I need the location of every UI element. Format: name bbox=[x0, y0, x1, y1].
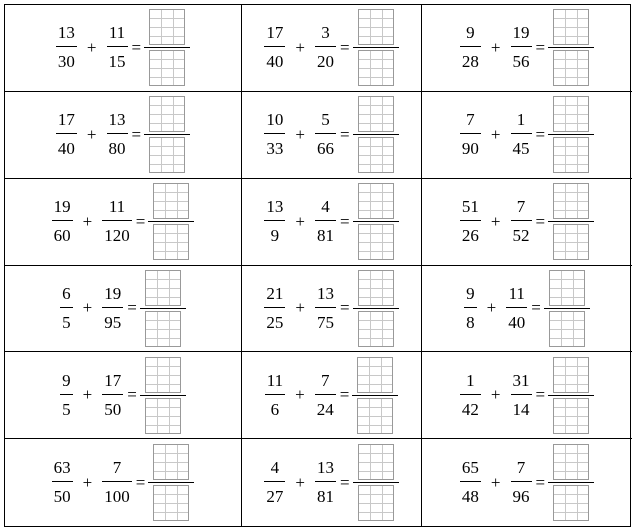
fraction bbox=[107, 110, 128, 159]
fraction-bar bbox=[144, 134, 190, 135]
numerator: 13 bbox=[108, 110, 126, 130]
equals-sign: = bbox=[135, 472, 146, 492]
denominator-answer-box[interactable] bbox=[145, 311, 181, 347]
fraction bbox=[511, 371, 532, 420]
denominator: 52 bbox=[512, 226, 530, 246]
fraction bbox=[464, 284, 477, 333]
plus-sign: + bbox=[82, 472, 93, 492]
denominator: 100 bbox=[104, 487, 130, 507]
fraction-bar bbox=[511, 394, 532, 395]
numerator: 17 bbox=[57, 110, 75, 130]
fraction-bar bbox=[140, 308, 186, 309]
fraction bbox=[264, 23, 285, 72]
denominator: 60 bbox=[53, 226, 71, 246]
fraction bbox=[315, 458, 336, 507]
equals-sign: = bbox=[340, 124, 350, 144]
fraction-bar bbox=[460, 46, 481, 47]
fraction-bar bbox=[148, 221, 194, 222]
fraction bbox=[460, 197, 481, 246]
numerator: 19 bbox=[104, 283, 122, 303]
denominator: 14 bbox=[512, 399, 530, 419]
plus-sign: + bbox=[490, 472, 501, 492]
problem-cell bbox=[422, 179, 632, 266]
numerator-answer-box[interactable] bbox=[358, 444, 394, 480]
numerator: 11 bbox=[108, 197, 126, 217]
denominator: 6 bbox=[270, 399, 280, 419]
equals-sign: = bbox=[131, 124, 142, 144]
denominator-answer-box[interactable] bbox=[153, 485, 189, 521]
denominator: 40 bbox=[266, 52, 284, 72]
answer-fraction bbox=[353, 183, 399, 260]
fraction-bar bbox=[353, 47, 399, 48]
answer-fraction bbox=[353, 96, 399, 173]
answer-fraction bbox=[140, 357, 186, 434]
numerator-answer-box[interactable] bbox=[145, 270, 181, 306]
numerator: 1 bbox=[516, 110, 526, 130]
numerator: 17 bbox=[104, 370, 122, 390]
denominator: 81 bbox=[317, 226, 334, 246]
equals-sign: = bbox=[339, 385, 350, 405]
numerator-answer-box[interactable] bbox=[553, 183, 589, 219]
fraction-bar bbox=[52, 220, 73, 221]
equals-sign: = bbox=[535, 211, 546, 231]
fraction-bar bbox=[264, 307, 285, 308]
answer-fraction bbox=[352, 357, 398, 434]
fraction bbox=[102, 371, 123, 420]
numerator: 13 bbox=[266, 197, 284, 217]
denominator-answer-box[interactable] bbox=[553, 50, 589, 86]
fraction-bar bbox=[548, 482, 594, 483]
fraction-bar bbox=[511, 46, 532, 47]
fraction bbox=[511, 110, 532, 159]
numerator-answer-box[interactable] bbox=[357, 357, 393, 393]
fraction bbox=[511, 197, 532, 246]
denominator: 40 bbox=[57, 139, 75, 159]
fraction bbox=[460, 110, 481, 159]
denominator: 90 bbox=[461, 139, 479, 159]
fraction-bar bbox=[264, 46, 285, 47]
numerator: 5 bbox=[321, 110, 330, 130]
numerator-answer-box[interactable] bbox=[358, 9, 394, 45]
answer-fraction bbox=[353, 444, 399, 521]
fraction-bar bbox=[353, 308, 399, 309]
numerator-answer-box[interactable] bbox=[153, 444, 189, 480]
fraction-bar bbox=[315, 307, 336, 308]
plus-sign: + bbox=[490, 124, 501, 144]
fraction-bar bbox=[52, 481, 73, 482]
numerator: 17 bbox=[266, 23, 284, 43]
fraction-bar bbox=[56, 46, 77, 47]
numerator: 9 bbox=[466, 23, 475, 43]
fraction bbox=[460, 458, 481, 507]
fraction-bar bbox=[102, 394, 123, 395]
numerator: 65 bbox=[461, 458, 479, 478]
fraction bbox=[264, 110, 285, 159]
problem-cell bbox=[5, 266, 242, 353]
denominator: 30 bbox=[57, 52, 75, 72]
denominator: 24 bbox=[316, 399, 334, 419]
denominator: 50 bbox=[104, 399, 122, 419]
denominator: 81 bbox=[317, 487, 334, 507]
plus-sign: + bbox=[295, 211, 305, 231]
equals-sign: = bbox=[135, 211, 146, 231]
equals-sign: = bbox=[131, 37, 142, 57]
fraction bbox=[511, 23, 532, 72]
problem-cell bbox=[242, 266, 422, 353]
plus-sign: + bbox=[82, 385, 93, 405]
denominator-answer-box[interactable] bbox=[149, 137, 185, 173]
denominator-answer-box[interactable] bbox=[553, 137, 589, 173]
denominator-answer-box[interactable] bbox=[549, 311, 585, 347]
fraction-bar bbox=[315, 394, 336, 395]
problem-cell bbox=[5, 179, 242, 266]
denominator: 27 bbox=[266, 487, 284, 507]
plus-sign: + bbox=[490, 37, 501, 57]
fraction-bar bbox=[148, 482, 194, 483]
worksheet-table bbox=[4, 4, 631, 527]
fraction-bar bbox=[544, 308, 590, 309]
fraction-bar bbox=[548, 47, 594, 48]
answer-fraction bbox=[144, 9, 190, 86]
fraction-bar bbox=[60, 394, 73, 395]
denominator: 40 bbox=[508, 312, 526, 332]
denominator-answer-box[interactable] bbox=[153, 224, 189, 260]
denominator-answer-box[interactable] bbox=[553, 224, 589, 260]
fraction-bar bbox=[264, 220, 285, 221]
fraction-bar bbox=[102, 220, 132, 221]
equals-sign: = bbox=[531, 298, 541, 318]
fraction bbox=[56, 23, 77, 72]
denominator: 42 bbox=[461, 399, 479, 419]
answer-fraction bbox=[548, 9, 594, 86]
denominator-answer-box[interactable] bbox=[358, 224, 394, 260]
denominator-answer-box[interactable] bbox=[358, 485, 394, 521]
numerator: 7 bbox=[516, 458, 526, 478]
fraction bbox=[264, 284, 285, 333]
denominator-answer-box[interactable] bbox=[358, 311, 394, 347]
fraction-bar bbox=[352, 395, 398, 396]
denominator: 50 bbox=[53, 487, 71, 507]
numerator: 4 bbox=[321, 197, 330, 217]
fraction bbox=[60, 371, 73, 420]
problem-cell bbox=[242, 5, 422, 92]
numerator-answer-box[interactable] bbox=[553, 9, 589, 45]
numerator-answer-box[interactable] bbox=[553, 357, 589, 393]
plus-sign: + bbox=[86, 124, 97, 144]
fraction-bar bbox=[464, 307, 477, 308]
denominator: 48 bbox=[461, 487, 479, 507]
answer-fraction bbox=[140, 270, 186, 347]
fraction bbox=[315, 110, 336, 159]
fraction-bar bbox=[264, 133, 285, 134]
denominator: 80 bbox=[108, 139, 126, 159]
equals-sign: = bbox=[535, 385, 546, 405]
numerator: 1 bbox=[466, 370, 475, 390]
numerator: 11 bbox=[508, 283, 525, 303]
fraction-bar bbox=[60, 307, 73, 308]
fraction-bar bbox=[511, 481, 532, 482]
numerator: 7 bbox=[320, 370, 330, 390]
answer-fraction bbox=[548, 357, 594, 434]
numerator-answer-box[interactable] bbox=[358, 183, 394, 219]
equals-sign: = bbox=[535, 472, 546, 492]
plus-sign: + bbox=[82, 298, 93, 318]
denominator: 45 bbox=[512, 139, 530, 159]
plus-sign: + bbox=[490, 211, 501, 231]
denominator: 25 bbox=[266, 312, 284, 332]
equals-sign: = bbox=[340, 211, 350, 231]
numerator-answer-box[interactable] bbox=[149, 9, 185, 45]
numerator: 7 bbox=[112, 458, 122, 478]
fraction bbox=[60, 284, 73, 333]
numerator-answer-box[interactable] bbox=[145, 357, 181, 393]
fraction-bar bbox=[315, 220, 336, 221]
problem-cell bbox=[5, 5, 242, 92]
denominator-answer-box[interactable] bbox=[357, 398, 393, 434]
fraction bbox=[511, 458, 532, 507]
numerator: 31 bbox=[512, 370, 530, 390]
denominator: 5 bbox=[62, 399, 71, 419]
equals-sign: = bbox=[535, 124, 546, 144]
fraction-bar bbox=[102, 307, 123, 308]
answer-fraction bbox=[544, 270, 590, 347]
numerator: 63 bbox=[53, 458, 71, 478]
denominator-answer-box[interactable] bbox=[553, 398, 589, 434]
problem-cell bbox=[422, 92, 632, 179]
numerator: 9 bbox=[62, 370, 71, 390]
fraction-bar bbox=[107, 46, 128, 47]
fraction-bar bbox=[511, 133, 532, 134]
problem-cell bbox=[242, 179, 422, 266]
numerator: 7 bbox=[466, 110, 475, 130]
equals-sign: = bbox=[535, 37, 546, 57]
fraction-bar bbox=[107, 133, 128, 134]
numerator-answer-box[interactable] bbox=[358, 270, 394, 306]
numerator: 6 bbox=[62, 283, 71, 303]
fraction-bar bbox=[506, 307, 527, 308]
answer-fraction bbox=[148, 183, 194, 260]
fraction bbox=[265, 371, 285, 420]
fraction bbox=[102, 458, 132, 507]
denominator: 75 bbox=[317, 312, 334, 332]
problem-cell bbox=[422, 5, 632, 92]
numerator-answer-box[interactable] bbox=[553, 444, 589, 480]
fraction-bar bbox=[548, 134, 594, 135]
plus-sign: + bbox=[82, 211, 93, 231]
numerator-answer-box[interactable] bbox=[149, 96, 185, 132]
equals-sign: = bbox=[127, 298, 137, 318]
fraction-bar bbox=[353, 221, 399, 222]
fraction-bar bbox=[460, 133, 481, 134]
fraction-bar bbox=[353, 482, 399, 483]
plus-sign: + bbox=[486, 298, 497, 318]
fraction-bar bbox=[353, 134, 399, 135]
numerator-answer-box[interactable] bbox=[153, 183, 189, 219]
fraction bbox=[52, 197, 73, 246]
plus-sign: + bbox=[490, 385, 501, 405]
numerator: 11 bbox=[108, 23, 126, 43]
denominator: 33 bbox=[266, 139, 284, 159]
equals-sign: = bbox=[340, 298, 350, 318]
equals-sign: = bbox=[340, 472, 350, 492]
fraction-bar bbox=[315, 133, 336, 134]
fraction-bar bbox=[548, 395, 594, 396]
plus-sign: + bbox=[295, 472, 305, 492]
denominator: 15 bbox=[108, 52, 126, 72]
problem-cell bbox=[5, 352, 242, 439]
answer-fraction bbox=[548, 96, 594, 173]
problem-cell bbox=[5, 439, 242, 526]
answer-fraction bbox=[148, 444, 194, 521]
answer-fraction bbox=[353, 270, 399, 347]
fraction bbox=[264, 458, 285, 507]
numerator: 13 bbox=[317, 458, 334, 478]
fraction bbox=[52, 458, 73, 507]
fraction-bar bbox=[460, 481, 481, 482]
answer-fraction bbox=[548, 444, 594, 521]
fraction-bar bbox=[315, 481, 336, 482]
denominator: 66 bbox=[317, 139, 334, 159]
fraction bbox=[102, 197, 132, 246]
fraction bbox=[460, 23, 481, 72]
fraction bbox=[315, 284, 336, 333]
fraction bbox=[102, 284, 123, 333]
answer-fraction bbox=[548, 183, 594, 260]
denominator-answer-box[interactable] bbox=[145, 398, 181, 434]
fraction bbox=[264, 197, 285, 246]
numerator: 10 bbox=[266, 110, 284, 130]
plus-sign: + bbox=[295, 385, 305, 405]
denominator-answer-box[interactable] bbox=[149, 50, 185, 86]
fraction-bar bbox=[460, 220, 481, 221]
plus-sign: + bbox=[295, 298, 305, 318]
denominator-answer-box[interactable] bbox=[358, 50, 394, 86]
denominator: 26 bbox=[461, 226, 479, 246]
numerator: 21 bbox=[266, 283, 284, 303]
problem-cell bbox=[422, 352, 632, 439]
numerator: 9 bbox=[466, 283, 475, 303]
fraction bbox=[56, 110, 77, 159]
problem-cell bbox=[422, 266, 632, 353]
answer-fraction bbox=[144, 96, 190, 173]
numerator: 3 bbox=[321, 23, 330, 43]
answer-fraction bbox=[353, 9, 399, 86]
fraction-bar bbox=[264, 481, 285, 482]
numerator-answer-box[interactable] bbox=[553, 96, 589, 132]
fraction bbox=[506, 284, 527, 333]
denominator-answer-box[interactable] bbox=[358, 137, 394, 173]
fraction-bar bbox=[265, 394, 285, 395]
fraction bbox=[460, 371, 481, 420]
numerator: 11 bbox=[266, 370, 284, 390]
denominator: 96 bbox=[512, 487, 530, 507]
numerator: 13 bbox=[57, 23, 75, 43]
numerator-answer-box[interactable] bbox=[358, 96, 394, 132]
fraction bbox=[315, 23, 336, 72]
denominator: 56 bbox=[512, 52, 530, 72]
fraction-bar bbox=[102, 481, 132, 482]
denominator: 9 bbox=[270, 226, 280, 246]
numerator-answer-box[interactable] bbox=[549, 270, 585, 306]
numerator: 4 bbox=[270, 458, 280, 478]
problem-cell bbox=[242, 352, 422, 439]
fraction-bar bbox=[511, 220, 532, 221]
numerator: 51 bbox=[461, 197, 479, 217]
fraction bbox=[315, 197, 336, 246]
fraction-bar bbox=[56, 133, 77, 134]
plus-sign: + bbox=[86, 37, 97, 57]
fraction-bar bbox=[315, 46, 336, 47]
fraction-bar bbox=[144, 47, 190, 48]
denominator: 5 bbox=[62, 312, 71, 332]
equals-sign: = bbox=[340, 37, 350, 57]
denominator: 120 bbox=[104, 226, 130, 246]
numerator: 7 bbox=[516, 197, 526, 217]
denominator: 95 bbox=[104, 312, 122, 332]
problem-cell bbox=[5, 92, 242, 179]
fraction-bar bbox=[140, 395, 186, 396]
denominator: 20 bbox=[317, 52, 334, 72]
denominator: 28 bbox=[461, 52, 479, 72]
numerator: 13 bbox=[317, 283, 334, 303]
fraction bbox=[107, 23, 128, 72]
problem-cell bbox=[242, 439, 422, 526]
fraction bbox=[315, 371, 336, 420]
problem-cell bbox=[422, 439, 632, 526]
numerator: 19 bbox=[53, 197, 71, 217]
plus-sign: + bbox=[295, 124, 305, 144]
fraction-bar bbox=[548, 221, 594, 222]
denominator: 8 bbox=[466, 312, 475, 332]
equals-sign: = bbox=[127, 385, 137, 405]
denominator-answer-box[interactable] bbox=[553, 485, 589, 521]
problem-cell bbox=[242, 92, 422, 179]
numerator: 19 bbox=[512, 23, 530, 43]
plus-sign: + bbox=[295, 37, 305, 57]
fraction-bar bbox=[460, 394, 481, 395]
